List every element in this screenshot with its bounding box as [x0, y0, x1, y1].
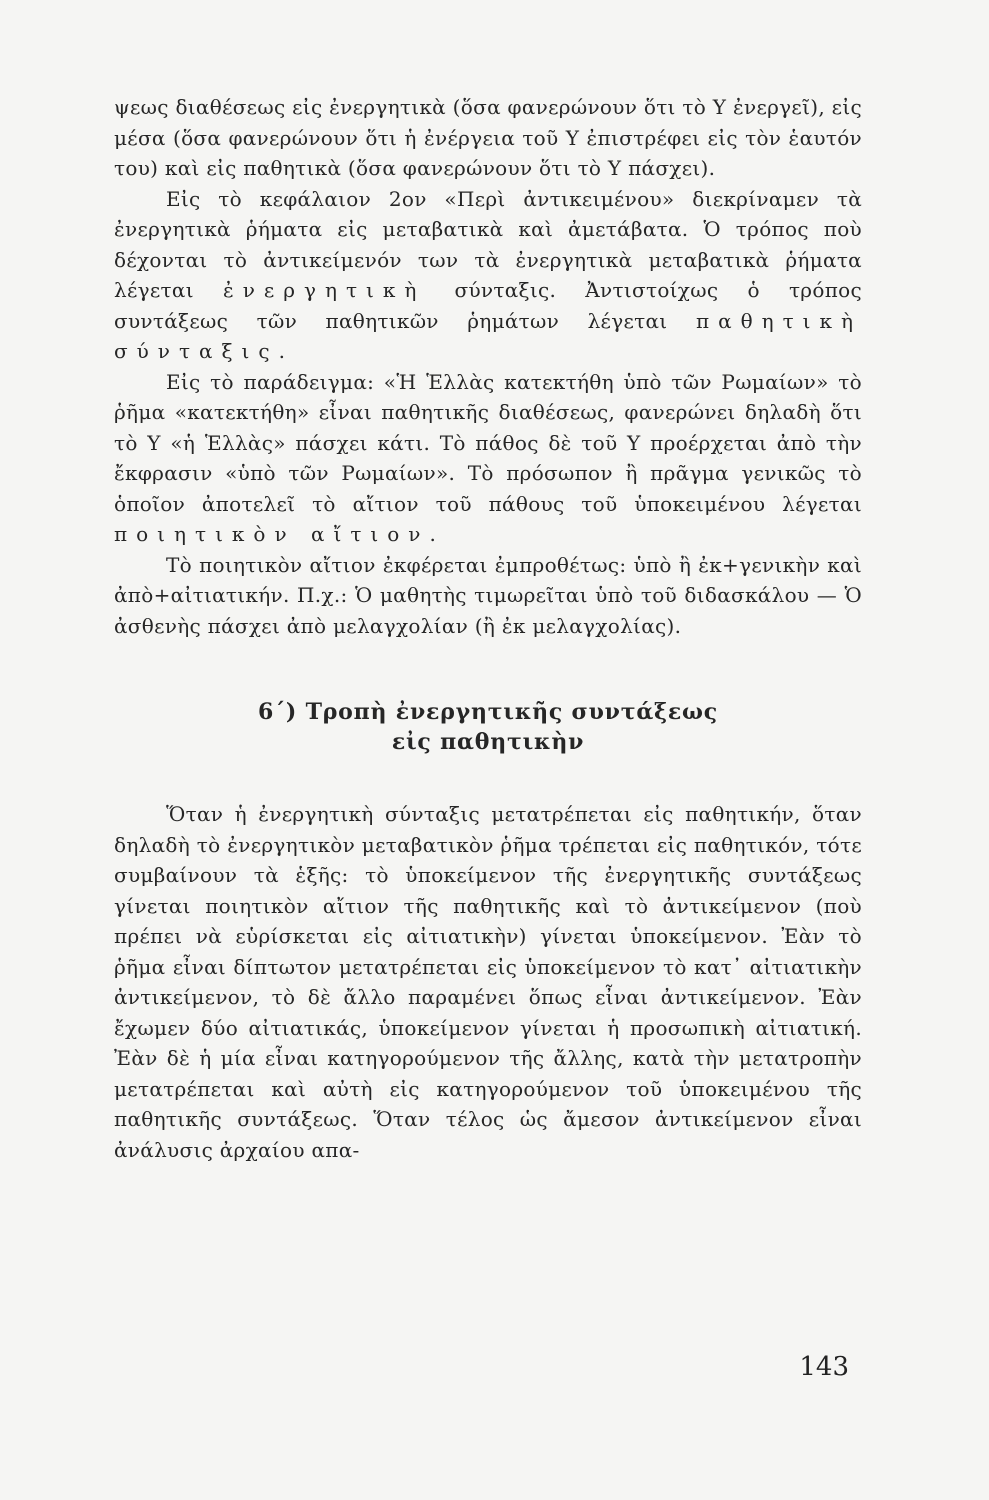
section-heading	[114, 697, 862, 757]
section-spacer	[114, 757, 862, 799]
paragraph-1: ψεως διαθέσεως εἰς ἐνεργητικὰ (ὅσα φανερώνουν ὅτι τὸ Υ ἐνεργεῖ), εἰς μέσα (ὅσα φανερώνουν ὅτι ἡ ἐνέργεια τοῦ Υ ἐπιστρέφει εἰς τὸν ἑαυτόν του) καὶ εἰς παθητικὰ (ὅσα φανερώνουν ὅτι τὸ Υ πάσχει).	[114, 95, 862, 180]
paragraph-5: Ὅταν ἡ ἐνεργητικὴ σύνταξις μετατρέπεται εἰς παθητικήν, ὅταν δηλαδὴ τὸ ἐνεργητικὸν μεταβατικὸν ῥῆμα τρέπεται εἰς παθητικόν, τότε συμβαίνουν τὰ ἑξῆς: τὸ ὑποκείμενον τῆς ἐνεργητικῆς συντάξεως γίνεται ποιητικὸν αἴτιον τῆς παθητικῆς καὶ τὸ ἀντικείμενον (ποὺ πρέπει νὰ εὑρίσκεται εἰς αἰτιατικὴν) γίνεται ὑποκείμενον. Ἐὰν τὸ ῥῆμα εἶναι δίπτωτον μετατρέπεται εἰς ὑποκείμενον τὸ κατ᾽ αἰτιατικὴν ἀντικείμενον, τὸ δὲ ἄλλο παραμένει ὅπως εἶναι ἀντικείμενον. Ἐὰν ἔχωμεν δύο αἰτιατικάς, ὑποκείμενον γίνεται ἡ προσωπικὴ αἰτιατική. Ἐὰν δὲ ἡ μία εἶναι κατηγορούμενον τῆς ἄλλης, κατὰ τὴν μετατροπὴν μετατρέπεται καὶ αὐτὴ εἰς κατηγορούμενον τοῦ ὑποκειμένου τῆς παθητικῆς συντάξεως. Ὅταν τέλος ὡς ἄμεσον ἀντικείμενον εἶναι ἀνάλυσις ἀρχαίου απα-	[114, 802, 862, 1162]
term-agent-cause: ποιητικὸν αἴτιον	[114, 522, 430, 546]
section-title-line-2: εἰς παθητικὴν	[391, 729, 585, 755]
paragraph-4: Τὸ ποιητικὸν αἴτιον ἐκφέρεται ἐμπροθέτως: ὑπὸ ἢ ἐκ+γενικὴν καὶ ἀπὸ+αἰτιατικήν. Π.χ.: Ὁ μαθητὴς τιμωρεῖται ὑπὸ τοῦ διδασκάλου — Ὁ ἀσθενὴς πάσχει ἀπὸ μελαγχολίαν (ἢ ἐκ μελαγχολίας).	[114, 552, 862, 638]
paragraph-3	[114, 367, 862, 550]
paragraph-2-text-b: σύνταξις. Ἀντιστοίχως ὁ τρόπος συντάξεως τῶν παθητικῶν ῥημάτων λέγεται	[114, 278, 862, 333]
paragraph-3-text-a: Εἰς τὸ παράδειγμα: «Ἡ Ἑλλὰς κατεκτήθη ὑπὸ τῶν Ρωμαίων» τὸ ῥῆμα «κατεκτήθη» εἶναι παθητικῆς διαθέσεως, φανερώνει δηλαδὴ ὅτι τὸ Υ «ἡ Ἑλλὰς» πάσχει κάτι. Τὸ πάθος δὲ τοῦ Υ προέρχεται ἀπὸ τὴν ἔκφρασιν «ὑπὸ τῶν Ρωμαίων». Τὸ πρόσωπον ἢ πρᾶγμα γενικῶς τὸ ὁποῖον ἀποτελεῖ τὸ αἴτιον τοῦ πάθους τοῦ ὑποκειμένου λέγεται	[114, 369, 862, 516]
paragraph-2-text-c: .	[278, 339, 286, 363]
term-active-voice: ἐνεργητικὴ	[223, 278, 426, 302]
paragraph-3-text-b: .	[429, 522, 437, 546]
page-body	[114, 92, 862, 1165]
paragraph-2-text-a: Εἰς τὸ κεφάλαιον 2ον «Περὶ ἀντικειμένου» διεκρίναμεν τὰ ἐνεργητικὰ ῥήματα εἰς μεταβατικὰ καὶ ἀμετάβατα. Ὁ τρόπος ποὺ δέχονται τὸ ἀντικείμενόν των τὰ ἐνεργητικὰ μεταβατικὰ ῥήματα λέγεται	[114, 186, 862, 302]
section-heading-line-1	[114, 697, 862, 727]
page-number: 143	[799, 1352, 849, 1382]
term-passive-syntax: παθητικὴ σύνταξις	[114, 308, 862, 363]
paragraph-2	[114, 184, 862, 367]
section-title-line-1: Τροπὴ ἐνεργητικῆς συντάξεως	[305, 699, 718, 725]
section-number: 6΄)	[257, 699, 298, 725]
